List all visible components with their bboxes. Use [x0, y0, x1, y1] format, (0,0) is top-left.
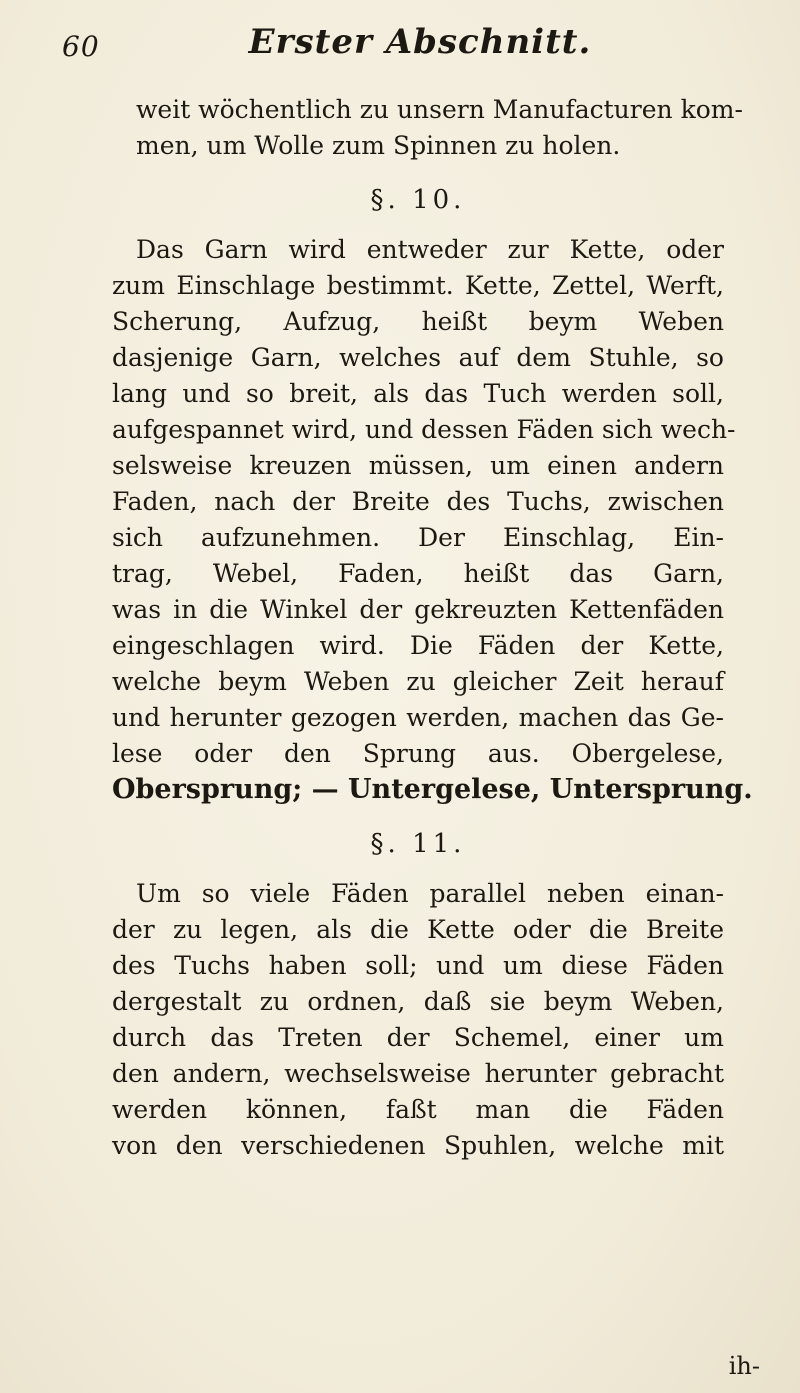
text-line: trag, Webel, Faden, heißt das Garn, — [112, 559, 724, 588]
text-line: Das Garn wird entweder zur Kette, oder — [136, 235, 724, 264]
text-line: lang und so breit, als das Tuch werden soll, — [112, 379, 724, 408]
text-line: von den verschiedenen Spuhlen, welche mit — [112, 1131, 724, 1160]
text-line: eingeschlagen wird. Die Fäden der Kette, — [112, 631, 724, 660]
text-line: lese oder den Sprung aus. Obergelese, — [112, 739, 724, 768]
text-line: den andern, wechselsweise herunter gebracht — [112, 1059, 724, 1088]
text-line: werden können, faßt man die Fäden — [112, 1095, 724, 1124]
text-line: aufgespannet wird, und dessen Fäden sich wech- — [112, 415, 736, 444]
text-line: dergestalt zu ordnen, daß sie beym Weben, — [112, 987, 724, 1016]
page-number: 60 — [62, 30, 100, 63]
text-line: durch das Treten der Schemel, einer um — [112, 1023, 724, 1052]
running-head: Erster Abschnitt. — [248, 22, 592, 62]
text-line: und herunter gezogen werden, machen das Ge- — [112, 703, 724, 732]
page-header — [0, 20, 800, 80]
text-line: zum Einschlage bestimmt. Kette, Zettel, Werft, — [112, 271, 724, 300]
text-line: Faden, nach der Breite des Tuchs, zwischen — [112, 487, 724, 516]
text-block — [112, 92, 753, 1164]
text-line: Um so viele Fäden parallel neben einan- — [136, 879, 724, 908]
text-line: Obersprung; — Untergelese, Untersprung. — [112, 774, 753, 805]
section-heading-10: §. 10. — [370, 185, 466, 215]
section-heading-11: §. 11. — [370, 829, 466, 859]
catchword: ih- — [728, 1352, 760, 1380]
text-line: welche beym Weben zu gleicher Zeit herauf — [112, 667, 724, 696]
text-line: der zu legen, als die Kette oder die Breite — [112, 915, 724, 944]
text-line: was in die Winkel der gekreuzten Kettenfäden — [112, 595, 724, 624]
text-line: weit wöchentlich zu unsern Manufacturen kom- — [136, 95, 743, 124]
text-line: sich aufzunehmen. Der Einschlag, Ein- — [112, 523, 724, 552]
text-line: selsweise kreuzen müssen, um einen andern — [112, 451, 724, 480]
text-line: des Tuchs haben soll; und um diese Fäden — [112, 951, 724, 980]
text-line: Scherung, Aufzug, heißt beym Weben — [112, 307, 724, 336]
text-line: men, um Wolle zum Spinnen zu holen. — [136, 131, 621, 160]
text-line: dasjenige Garn, welches auf dem Stuhle, so — [112, 343, 724, 372]
